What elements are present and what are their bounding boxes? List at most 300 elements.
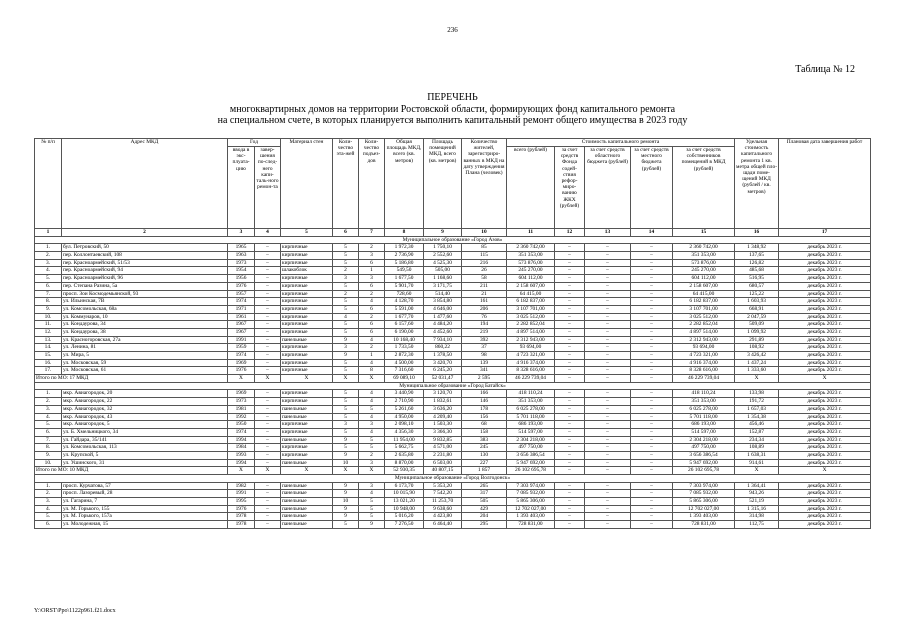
table-cell: –: [555, 259, 585, 267]
table-cell: 1957: [228, 290, 255, 298]
table-cell: –: [555, 313, 585, 321]
table-cell: 1963: [228, 252, 255, 260]
table-row: [35, 282, 871, 290]
table-cell: 3 636,20: [424, 405, 462, 413]
table-row: [35, 275, 871, 283]
total-cell: X: [281, 375, 333, 383]
table-cell: ул. Кондаурова, 34: [62, 321, 228, 329]
table-cell: пер. Красноармейский, 51/53: [62, 259, 228, 267]
table-cell: 1.: [35, 244, 62, 252]
table-cell: 6 464,40: [424, 521, 462, 529]
table-cell: 8.: [35, 298, 62, 306]
table-cell: –: [555, 282, 585, 290]
total-cell: 69 089,10: [385, 375, 424, 383]
table-cell: –: [631, 451, 673, 459]
table-cell: 5: [359, 498, 385, 506]
table-cell: 6 182 837,00: [673, 298, 735, 306]
table-cell: 1.: [35, 390, 62, 398]
table-cell: 11.: [35, 321, 62, 329]
column-number-cell: 17: [779, 229, 871, 237]
table-cell: 4 723 321,00: [507, 352, 555, 360]
table-cell: 3 120,70: [424, 390, 462, 398]
total-label: Итого по МО: 10 МКД: [35, 467, 228, 475]
table-cell: пер. Коллонтаевский, 108: [62, 252, 228, 260]
table-cell: 573 876,00: [507, 259, 555, 267]
column-number-cell: 12: [555, 229, 585, 237]
table-cell: 456,46: [735, 421, 779, 429]
table-cell: 1 168,60: [424, 275, 462, 283]
table-cell: –: [555, 367, 585, 375]
table-cell: –: [585, 451, 631, 459]
table-cell: –: [585, 428, 631, 436]
table-cell: 4: [359, 390, 385, 398]
table-cell: 686 193,00: [507, 421, 555, 429]
table-cell: 5: [333, 282, 359, 290]
table-cell: 4 423,80: [424, 513, 462, 521]
table-cell: 1 437,24: [735, 359, 779, 367]
table-cell: 5: [359, 505, 385, 513]
table-cell: 4 950,00: [385, 413, 424, 421]
table-cell: –: [631, 313, 673, 321]
table-cell: 1967: [228, 321, 255, 329]
table-cell: 156: [462, 413, 507, 421]
table-cell: декабрь 2023 г.: [779, 259, 871, 267]
column-number-cell: 3: [228, 229, 255, 237]
table-cell: –: [585, 444, 631, 452]
table-cell: –: [631, 305, 673, 313]
table-cell: –: [555, 336, 585, 344]
table-cell: мкр. Авиагородок, 43: [62, 413, 228, 421]
table-cell: 2 872,30: [385, 352, 424, 360]
table-cell: 130: [462, 451, 507, 459]
title-heading: ПЕРЕЧЕНЬ: [427, 92, 478, 103]
total-row: [35, 467, 871, 475]
table-cell: кирпичные: [281, 359, 333, 367]
table-cell: 3 656 386,54: [673, 451, 735, 459]
table-cell: 125,22: [735, 290, 779, 298]
table-cell: ул. М. Горького, 157а: [62, 513, 228, 521]
table-row: [35, 498, 871, 506]
table-cell: декабрь 2023 г.: [779, 305, 871, 313]
table-cell: 108,89: [735, 444, 779, 452]
table-cell: 4: [359, 490, 385, 498]
table-cell: 3 426,42: [735, 352, 779, 360]
table-cell: –: [585, 505, 631, 513]
header-cost-group: Стоимость капитального ремонта: [507, 139, 735, 147]
table-cell: 514,40: [424, 290, 462, 298]
table-cell: 10: [333, 459, 359, 467]
table-cell: –: [631, 428, 673, 436]
table-cell: 7.: [35, 436, 62, 444]
table-cell: –: [555, 267, 585, 275]
table-cell: кирпичные: [281, 290, 333, 298]
table-cell: –: [555, 482, 585, 490]
table-cell: ул. Гагарина, 7: [62, 498, 228, 506]
total-cell: X: [228, 375, 255, 383]
total-cell: –: [631, 467, 673, 475]
table-cell: –: [585, 367, 631, 375]
table-cell: 2 736,90: [385, 252, 424, 260]
table-cell: –: [585, 459, 631, 467]
total-cell: X: [779, 375, 871, 383]
table-cell: 5: [359, 405, 385, 413]
table-cell: 314,98: [735, 513, 779, 521]
table-cell: 6 190,00: [385, 328, 424, 336]
table-cell: 11 253,70: [424, 498, 462, 506]
total-row: [35, 375, 871, 383]
table-cell: кирпичные: [281, 305, 333, 313]
total-cell: 46 229 739,04: [507, 375, 555, 383]
table-cell: 1 378,50: [424, 352, 462, 360]
table-cell: просп. Курчатова, 57: [62, 482, 228, 490]
table-cell: 2: [359, 313, 385, 321]
table-cell: –: [555, 521, 585, 529]
table-cell: –: [585, 498, 631, 506]
column-number-cell: 13: [585, 229, 631, 237]
header-total-area: Общая площадь МКД, всего (кв. метров): [385, 139, 424, 229]
table-cell: 5: [333, 428, 359, 436]
table-cell: кирпичные: [281, 428, 333, 436]
table-cell: –: [255, 252, 281, 260]
table-cell: 1 333,60: [735, 367, 779, 375]
table-row: [35, 267, 871, 275]
table-cell: –: [631, 344, 673, 352]
table-cell: декабрь 2023 г.: [779, 398, 871, 406]
table-cell: 2 635,80: [385, 451, 424, 459]
table-cell: –: [631, 298, 673, 306]
table-cell: 1950: [228, 421, 255, 429]
table-cell: 505,00: [424, 267, 462, 275]
table-cell: 1973: [228, 398, 255, 406]
table-cell: ул. М. Горького, 155: [62, 505, 228, 513]
table-cell: ул. Ленина, 81: [62, 344, 228, 352]
table-cell: –: [255, 421, 281, 429]
table-cell: –: [255, 521, 281, 529]
table-cell: –: [585, 513, 631, 521]
table-cell: –: [555, 490, 585, 498]
table-cell: 4 723 321,00: [673, 352, 735, 360]
table-cell: 5 865 306,00: [507, 498, 555, 506]
subtitle-line-2: на специальном счете, в которых планируется выполнить капитальный ремонт общего имущества в 2023 году: [217, 115, 688, 126]
table-cell: –: [585, 336, 631, 344]
table-cell: 146: [462, 398, 507, 406]
table-cell: 98: [462, 352, 507, 360]
table-cell: –: [555, 405, 585, 413]
table-row: [35, 451, 871, 459]
table-cell: –: [631, 421, 673, 429]
table-cell: 2 360 742,00: [673, 244, 735, 252]
table-cell: 1 354,38: [735, 413, 779, 421]
table-cell: 1973: [228, 259, 255, 267]
total-cell: X: [255, 467, 281, 475]
table-cell: –: [255, 275, 281, 283]
table-cell: –: [585, 521, 631, 529]
column-number-cell: 8: [385, 229, 424, 237]
table-cell: ул. Мира, 5: [62, 352, 228, 360]
table-cell: –: [631, 336, 673, 344]
table-cell: 573 876,00: [673, 259, 735, 267]
table-cell: 4 484,20: [424, 321, 462, 329]
table-cell: декабрь 2023 г.: [779, 405, 871, 413]
table-cell: 1974: [228, 428, 255, 436]
table-cell: ул. Красногоровская, 27а: [62, 336, 228, 344]
table-cell: 5: [333, 298, 359, 306]
table-cell: декабрь 2023 г.: [779, 421, 871, 429]
table-cell: 2 098,10: [385, 421, 424, 429]
table-cell: декабрь 2023 г.: [779, 451, 871, 459]
table-cell: 4: [359, 428, 385, 436]
table-cell: 6: [359, 282, 385, 290]
table-cell: 6 173,70: [385, 482, 424, 490]
table-cell: 191,72: [735, 398, 779, 406]
table-cell: 76: [462, 313, 507, 321]
total-cell: X: [735, 467, 779, 475]
table-cell: кирпичные: [281, 282, 333, 290]
table-cell: 728 831,00: [507, 521, 555, 529]
table-cell: 1 364,41: [735, 482, 779, 490]
table-cell: 1 348,92: [735, 244, 779, 252]
header-year: Год: [228, 139, 281, 147]
table-cell: 85: [462, 244, 507, 252]
table-cell: 3.: [35, 498, 62, 506]
table-cell: 2 312 943,00: [507, 336, 555, 344]
table-cell: 1995: [228, 498, 255, 506]
table-cell: декабрь 2023 г.: [779, 298, 871, 306]
table-row: [35, 313, 871, 321]
table-cell: 5 947 692,00: [507, 459, 555, 467]
total-cell: 2 595: [462, 375, 507, 383]
table-cell: 7 276,50: [385, 521, 424, 529]
total-cell: X: [333, 375, 359, 383]
table-cell: 5: [333, 367, 359, 375]
table-cell: 64 415,00: [507, 290, 555, 298]
table-cell: –: [255, 513, 281, 521]
table-cell: 3 854,80: [424, 298, 462, 306]
table-cell: ул. Молодежная, 15: [62, 521, 228, 529]
table-cell: –: [631, 282, 673, 290]
table-cell: декабрь 2023 г.: [779, 390, 871, 398]
table-cell: 4 128,70: [385, 298, 424, 306]
table-cell: 8 328 616,00: [673, 367, 735, 375]
table-cell: 295: [462, 521, 507, 529]
table-cell: –: [555, 352, 585, 360]
table-cell: 4.: [35, 267, 62, 275]
header-year-overhaul: завер-шения по-след-него капи-таль-ного ремон-та: [255, 147, 281, 229]
section-header-row: [35, 382, 871, 390]
table-cell: –: [585, 321, 631, 329]
table-row: [35, 444, 871, 452]
table-cell: 4 452,60: [424, 328, 462, 336]
table-cell: 12.: [35, 328, 62, 336]
table-cell: 686 193,00: [673, 421, 735, 429]
table-cell: декабрь 2023 г.: [779, 428, 871, 436]
table-cell: –: [631, 352, 673, 360]
table-cell: 2 552,60: [424, 252, 462, 260]
table-cell: 245 270,00: [673, 267, 735, 275]
table-cell: 3 025 512,00: [673, 313, 735, 321]
table-cell: 6.: [35, 521, 62, 529]
table-cell: 9: [359, 521, 385, 529]
table-cell: –: [631, 413, 673, 421]
table-cell: 11 954,00: [385, 436, 424, 444]
table-cell: –: [255, 505, 281, 513]
table-cell: 2: [359, 290, 385, 298]
table-cell: –: [555, 513, 585, 521]
table-cell: –: [255, 444, 281, 452]
table-cell: 3: [333, 344, 359, 352]
table-cell: 2: [359, 244, 385, 252]
table-row: [35, 405, 871, 413]
table-cell: ул. Б. Хмельницкого, 34: [62, 428, 228, 436]
column-number-cell: 4: [255, 229, 281, 237]
table-cell: 10.: [35, 459, 62, 467]
table-cell: –: [255, 359, 281, 367]
table-cell: 1 750,10: [424, 244, 462, 252]
table-cell: декабрь 2023 г.: [779, 336, 871, 344]
total-cell: –: [555, 375, 585, 383]
table-cell: ул. Крупской, 5: [62, 451, 228, 459]
table-cell: панельные: [281, 459, 333, 467]
table-cell: –: [585, 405, 631, 413]
table-cell: 1 099,92: [735, 328, 779, 336]
column-number-cell: 14: [631, 229, 673, 237]
table-cell: 8 870,00: [385, 459, 424, 467]
table-label: Таблица № 12: [795, 64, 855, 75]
table-cell: 3 656 386,54: [507, 451, 555, 459]
table-cell: 7 934,10: [424, 336, 462, 344]
table-cell: 9: [333, 490, 359, 498]
table-cell: мкр. Авиагородок, 22: [62, 398, 228, 406]
table-cell: 7 303 974,00: [673, 482, 735, 490]
table-cell: 668,91: [735, 305, 779, 313]
table-cell: –: [255, 451, 281, 459]
header-floors: Коли-чество эта-жей: [333, 139, 359, 229]
table-cell: 8.: [35, 444, 62, 452]
page-number: 236: [447, 26, 458, 34]
table-cell: мкр. Авиагородок, 32: [62, 405, 228, 413]
table-cell: 5 947 692,00: [673, 459, 735, 467]
table-cell: –: [255, 259, 281, 267]
table-cell: панельные: [281, 413, 333, 421]
table-cell: 860,22: [424, 344, 462, 352]
table-cell: декабрь 2023 г.: [779, 513, 871, 521]
table-cell: 7 316,60: [385, 367, 424, 375]
table-cell: –: [255, 490, 281, 498]
document-title: [0, 92, 905, 127]
table-cell: –: [255, 459, 281, 467]
header-cost-regional: за счет средств областного бюджета (рублей): [585, 147, 631, 229]
table-cell: 549,50: [385, 267, 424, 275]
table-row: [35, 252, 871, 260]
table-cell: 2 710,90: [385, 398, 424, 406]
table-cell: 5: [333, 398, 359, 406]
table-cell: 15.: [35, 352, 62, 360]
table-cell: 514 597,00: [507, 428, 555, 436]
table-cell: 1 603,93: [735, 298, 779, 306]
table-cell: 1965: [228, 244, 255, 252]
table-row: [35, 352, 871, 360]
table-row: [35, 359, 871, 367]
table-cell: 1 638,31: [735, 451, 779, 459]
table-cell: 1969: [228, 359, 255, 367]
table-row: [35, 413, 871, 421]
table-row: [35, 505, 871, 513]
table-cell: 4 209,40: [424, 413, 462, 421]
table-cell: 291,89: [735, 336, 779, 344]
table-cell: 497 750,00: [507, 444, 555, 452]
table-cell: 3 440,90: [385, 390, 424, 398]
table-cell: 1978: [228, 521, 255, 529]
table-cell: 4 897 514,00: [507, 328, 555, 336]
table-cell: 392: [462, 336, 507, 344]
table-cell: 93 694,00: [673, 344, 735, 352]
header-entrances: Коли-чество подъез-дов: [359, 139, 385, 229]
header-no: № п/п: [35, 139, 62, 229]
table-cell: –: [585, 359, 631, 367]
table-cell: –: [585, 390, 631, 398]
table-cell: 5: [333, 359, 359, 367]
column-number-cell: 11: [507, 229, 555, 237]
table-cell: –: [555, 305, 585, 313]
table-cell: кирпичные: [281, 321, 333, 329]
table-cell: 1 315,16: [735, 505, 779, 513]
table-cell: 1994: [228, 436, 255, 444]
table-cell: панельные: [281, 513, 333, 521]
table-cell: 5: [333, 405, 359, 413]
table-cell: –: [555, 298, 585, 306]
table-row: [35, 390, 871, 398]
table-cell: 6.: [35, 282, 62, 290]
table-cell: 1974: [228, 352, 255, 360]
table-cell: 3 107 701,00: [507, 305, 555, 313]
table-cell: 3 366,30: [424, 428, 462, 436]
table-cell: кирпичные: [281, 421, 333, 429]
table-cell: 4: [359, 413, 385, 421]
table-cell: панельные: [281, 482, 333, 490]
table-row: [35, 459, 871, 467]
table-cell: 7 542,20: [424, 490, 462, 498]
table-cell: –: [555, 459, 585, 467]
table-cell: 1961: [228, 313, 255, 321]
table-cell: –: [631, 275, 673, 283]
table-cell: 1954: [228, 267, 255, 275]
table-cell: 158: [462, 428, 507, 436]
subtitle-line-1: многоквартирных домов на территории Ростовской области, формирующих фонд капитального ремонта: [229, 103, 676, 115]
table-cell: 2: [359, 344, 385, 352]
table-cell: панельные: [281, 498, 333, 506]
table-cell: 5 353,20: [424, 482, 462, 490]
table-cell: 16.: [35, 359, 62, 367]
table-cell: просп. Зои Космодемьянской, 93: [62, 290, 228, 298]
table-cell: 1 677,50: [385, 275, 424, 283]
table-cell: –: [585, 352, 631, 360]
table-cell: 351 353,00: [673, 252, 735, 260]
table-cell: –: [631, 398, 673, 406]
table-cell: 9: [333, 352, 359, 360]
table-cell: –: [631, 498, 673, 506]
table-cell: –: [555, 398, 585, 406]
table-cell: 21: [462, 290, 507, 298]
section-header-row: [35, 475, 871, 483]
table-cell: 2.: [35, 252, 62, 260]
table-cell: –: [631, 459, 673, 467]
table-cell: 9: [333, 505, 359, 513]
table-cell: декабрь 2023 г.: [779, 521, 871, 529]
table-cell: мкр. Авиагородок, 20: [62, 390, 228, 398]
table-cell: 680,57: [735, 282, 779, 290]
table-cell: 1976: [228, 367, 255, 375]
table-cell: декабрь 2023 г.: [779, 505, 871, 513]
